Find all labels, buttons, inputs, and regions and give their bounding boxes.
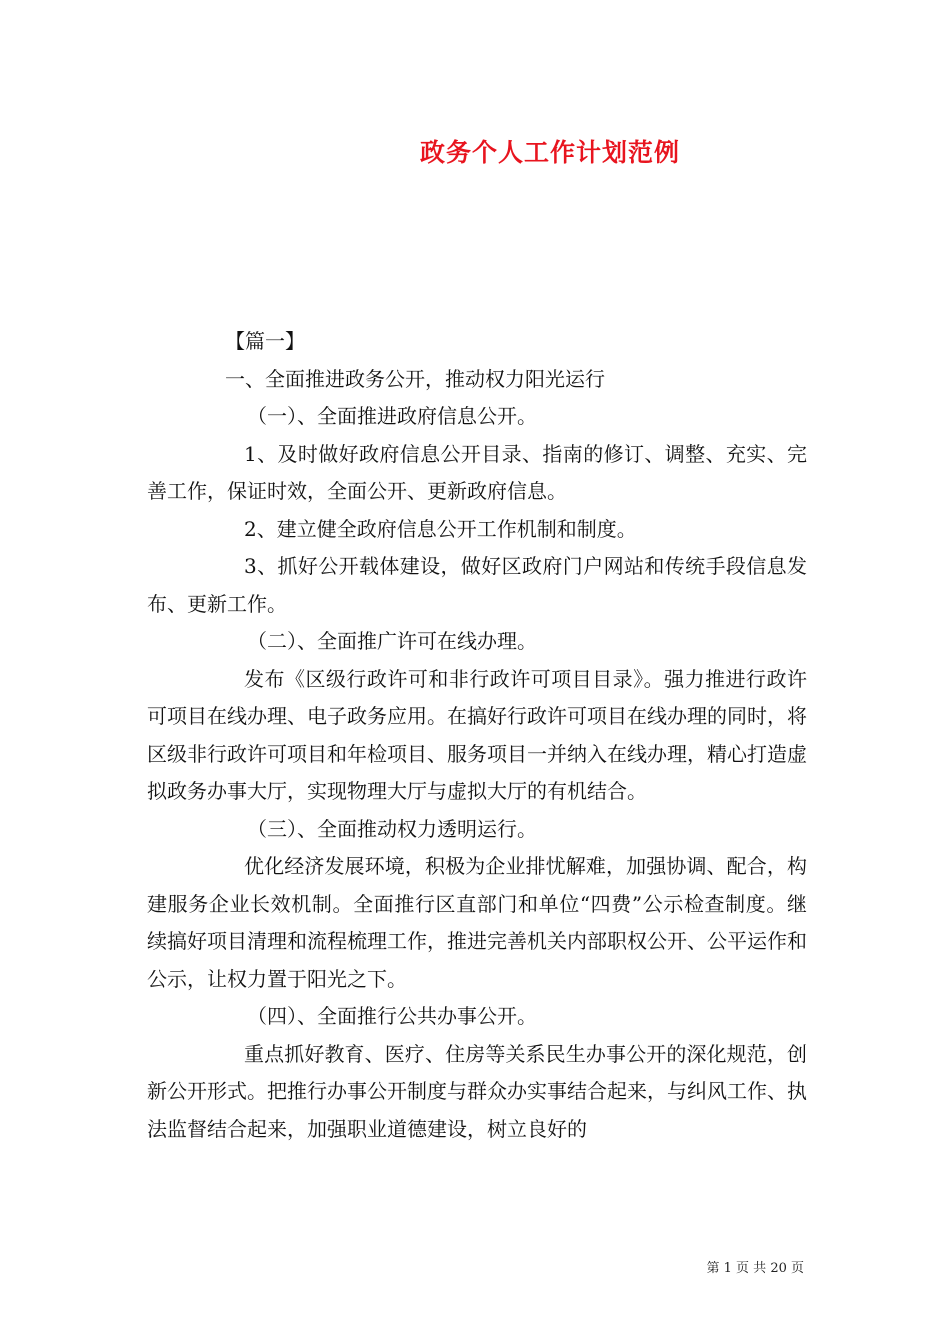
subsection-heading-4: （四）、全面推行公共办事公开。: [247, 1004, 537, 1028]
paragraph-2: 2、建立健全政府信息公开工作机制和制度。: [244, 516, 637, 541]
paragraph-1: 1、及时做好政府信息公开目录、指南的修订、调整、充实、完善工作，保证时效，全面公开、更新政府信息。: [147, 441, 807, 503]
document-body: [147, 323, 807, 1148]
page-number: 第 1 页 共 20 页: [706, 1261, 804, 1276]
section-label-1: 【篇一】: [225, 329, 305, 353]
paragraph-4: 发布《区级行政许可和非行政许可项目目录》。强力推进行政许可项目在线办理、电子政务应用。在搞好行政许可项目在线办理的同时，将区级非行政许可项目和年检项目、服务项目一并纳入在线办理，精心打造虚拟政务办事大厅，实现物理大厅与虚拟大厅的有机结合。: [147, 666, 807, 803]
paragraph-6: 重点抓好教育、医疗、住房等关系民生办事公开的深化规范，创新公开形式。把推行办事公开制度与群众办实事结合起来，与纠风工作、执法监督结合起来，加强职业道德建设，树立良好的: [147, 1041, 807, 1141]
document-title: 政务个人工作计划范例: [419, 138, 680, 167]
paragraph-3: 3、抓好公开载体建设，做好区政府门户网站和传统手段信息发布、更新工作。: [147, 554, 807, 616]
subsection-heading-2: （二）、全面推广许可在线办理。: [247, 629, 537, 653]
subsection-heading-1: （一）、全面推进政府信息公开。: [247, 404, 537, 428]
section-heading-1: 一、全面推进政务公开，推动权力阳光运行: [225, 366, 605, 391]
paragraph-5: 优化经济发展环境，积极为企业排忧解难，加强协调、配合，构建服务企业长效机制。全面推行区直部门和单位“四费”公示检查制度。继续搞好项目清理和流程梳理工作，推进完善机关内部职权公开、公平运作和公示，让权力置于阳光之下。: [147, 854, 807, 991]
subsection-heading-3: （三）、全面推动权力透明运行。: [247, 816, 537, 841]
